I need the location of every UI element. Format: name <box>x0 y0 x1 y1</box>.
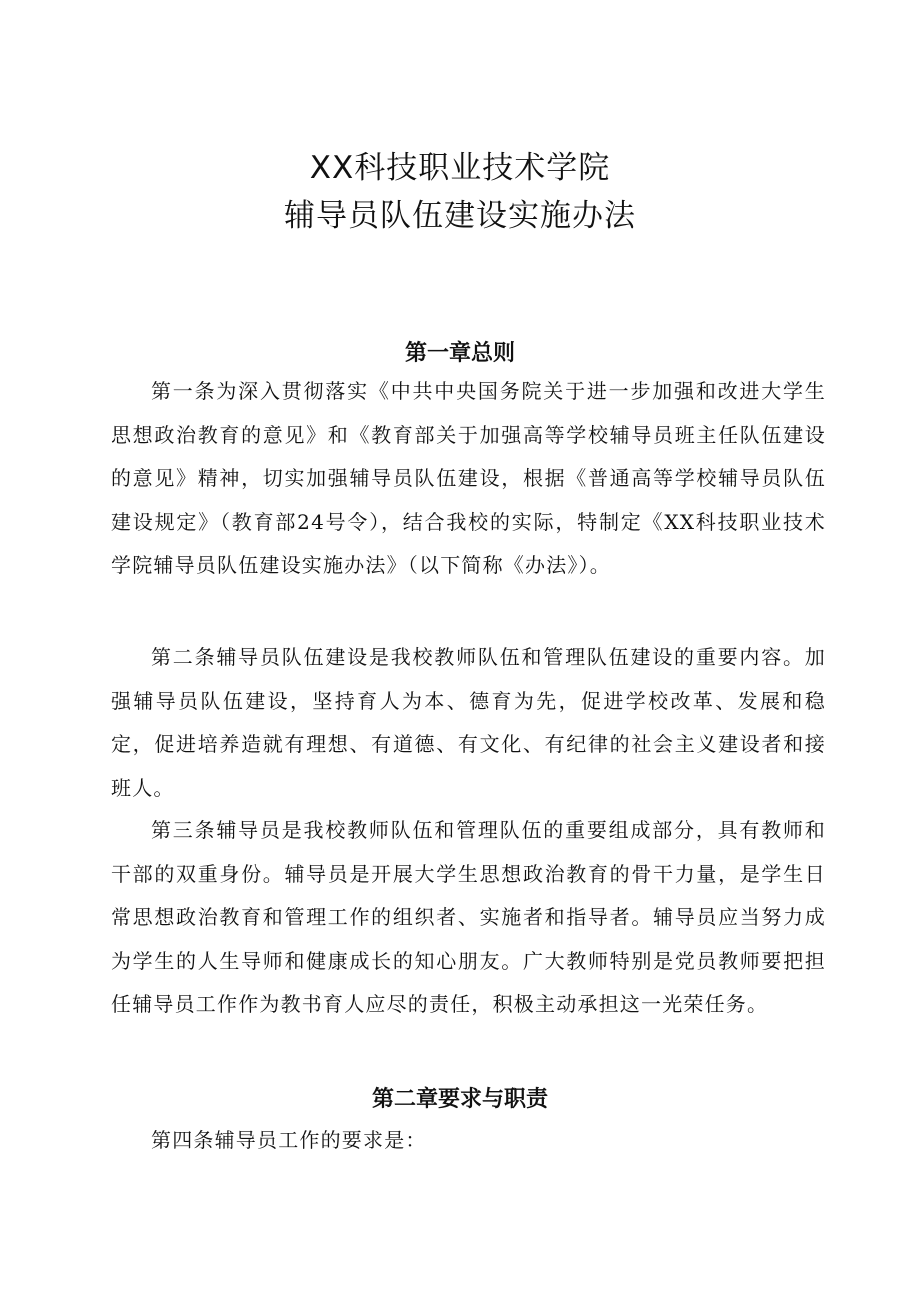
article-3-paragraph: 第三条辅导员是我校教师队伍和管理队伍的重要组成部分，具有教师和干部的双重身份。辅导员是开展大学生思想政治教育的骨干力量，是学生日常思想政治教育和管理工作的组织者、实施者和指导者。辅导员应当努力成为学生的人生导师和健康成长的知心朋友。广大教师特别是党员教师要把担任辅导员工作作为教书育人应尽的责任，积极主动承担这一光荣任务。 <box>111 818 826 1017</box>
chapter-heading-1: 第一章总则 <box>404 341 515 366</box>
document-title-line1: XX科技职业技术学院 <box>309 150 611 186</box>
article-1-paragraph: 第一条为深入贯彻落实《中共中央国务院关于进一步加强和改进大学生思想政治教育的意见》和《教育部关于加强高等学校辅导员班主任队伍建设的意见》精神，切实加强辅导员队伍建设，根据《普通高等学校辅导员队伍建设规定》（教育部24号令），结合我校的实际，特制定《XX科技职业技术学院辅导员队伍建设实施办法》（以下简称《办法》）。 <box>111 379 826 578</box>
article-2-paragraph: 第二条辅导员队伍建设是我校教师队伍和管理队伍建设的重要内容。加强辅导员队伍建设，坚持育人为本、德育为先，促进学校改革、发展和稳定，促进培养造就有理想、有道德、有文化、有纪律的社会主义建设者和接班人。 <box>111 645 826 800</box>
chapter-heading-2: 第二章要求与职责 <box>371 1087 548 1112</box>
article-4-paragraph: 第四条辅导员工作的要求是： <box>151 1128 427 1152</box>
document-title-line2: 辅导员队伍建设实施办法 <box>284 198 636 234</box>
